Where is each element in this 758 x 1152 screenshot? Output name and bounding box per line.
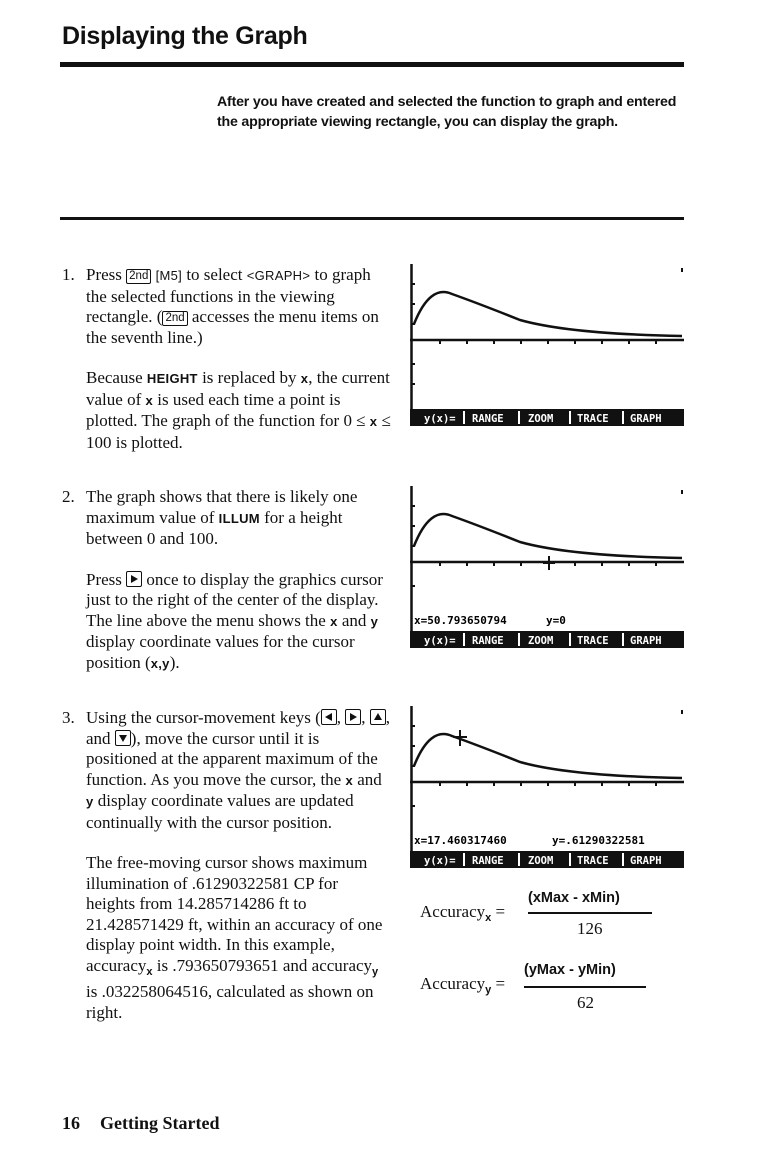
step-number: 3. [62,708,75,727]
graphics-cursor [453,730,467,746]
menu-item-graph: GRAPH [630,855,662,867]
step-3-text [86,708,391,1023]
m5-key: [M5] [155,268,183,283]
x-numerator: (xMax - xMin) [528,890,620,906]
accuracy-y-formula: Accuracy$_y$ = (yMax - yMin) 62 [420,962,680,1022]
step-2-paragraph-2: Press once to display the graphics cursor just to the right of the center of the display. The line above the menu shows the x and y display coordinate values for the cursor position (x,y). [86,569,383,672]
accuracy-label: Accuracy [420,902,486,921]
menu-item-zoom: ZOOM [528,413,554,425]
title-rule [60,62,684,67]
step-2-paragraph-1: The graph shows that there is likely one maximum value of ILLUM for a height between 0 and 100. [86,487,358,548]
step-number: 1. [62,265,75,284]
right-arrow-key-icon [345,709,361,725]
menu-item-yx: y(x)= [424,635,456,647]
section-rule [60,217,684,220]
right-arrow-key-icon [126,571,142,587]
menu-item-range: RANGE [472,855,504,867]
page-footer [62,1113,219,1134]
menu-item-yx: y(x)= [424,413,456,425]
step-3 [0,708,400,1078]
calculator-screen-3 [410,706,684,868]
menu-item-trace: TRACE [577,413,609,425]
2nd-key: 2nd [126,269,151,284]
step-3-paragraph-2: The free-moving cursor shows maximum illumination of .61290322581 CP for heights from 14.285714286 ft to 21.428571429 ft, within an accuracy of one display point width. In this example, accuracy$_x$ is .793650793651 and accuracy$_y$ is .032258064516, calculated as shown on right. [86,853,383,1022]
accuracy-x-formula: Accuracy$_x$ = (xMax - xMin) 126 [420,890,680,950]
page-number: 16 [62,1113,80,1133]
down-arrow-key-icon [115,730,131,746]
x-fraction-bar [528,912,652,914]
calculator-screen-1 [410,264,684,426]
calculator-screen-2 [410,486,684,648]
step-number: 2. [62,487,75,506]
step-1 [0,265,400,485]
menu-item-zoom: ZOOM [528,635,554,647]
graphics-cursor [543,556,555,570]
menu-item-zoom: ZOOM [528,855,554,867]
page-title: Displaying the Graph [62,22,308,50]
step-1-paragraph-1: Press 2nd [M5] to select <GRAPH> to graph the selected functions in the viewing rectangle. ( 2nd accesses the menu items on the seventh line.) [86,265,379,347]
menu-item-graph: GRAPH [630,635,662,647]
step-3-paragraph-1: Using the cursor-movement keys ( , , , and ), move the cursor until it is positioned at the apparent maximum of the function. As you move the cursor, the x and y display coordinate values are updated continually with the cursor position. [86,708,391,832]
step-1-text [86,265,391,453]
accuracy-label: Accuracy [420,974,486,993]
cursor-y-readout: y=0 [546,614,566,627]
section-name: Getting Started [100,1113,220,1133]
x-denominator: 126 [577,919,603,938]
intro-paragraph: After you have created and selected the function to graph and entered the appropriate viewing rectangle, you can display the graph. [217,94,677,130]
step-2-text [86,487,391,674]
menu-item-trace: TRACE [577,635,609,647]
menu-item-graph: GRAPH [630,413,662,425]
cursor-x-readout: x=50.793650794 [414,614,507,627]
graph-option: <GRAPH> [246,268,311,283]
2nd-key: 2nd [162,311,187,326]
y-denominator: 62 [577,993,594,1012]
menu-item-range: RANGE [472,413,504,425]
step-1-paragraph-2: Because HEIGHT is replaced by x, the current value of x is used each time a point is plotted. The graph of the function for 0 ≤ x ≤ 100 is plotted. [86,368,391,452]
cursor-x-readout: x=17.460317460 [414,834,507,847]
y-fraction-bar [524,986,646,988]
menu-item-yx: y(x)= [424,855,456,867]
cursor-y-readout: y=.61290322581 [552,834,645,847]
menu-item-range: RANGE [472,635,504,647]
left-arrow-key-icon [321,709,337,725]
y-numerator: (yMax - yMin) [524,962,616,978]
up-arrow-key-icon [370,709,386,725]
menu-item-trace: TRACE [577,855,609,867]
step-2 [0,487,400,697]
